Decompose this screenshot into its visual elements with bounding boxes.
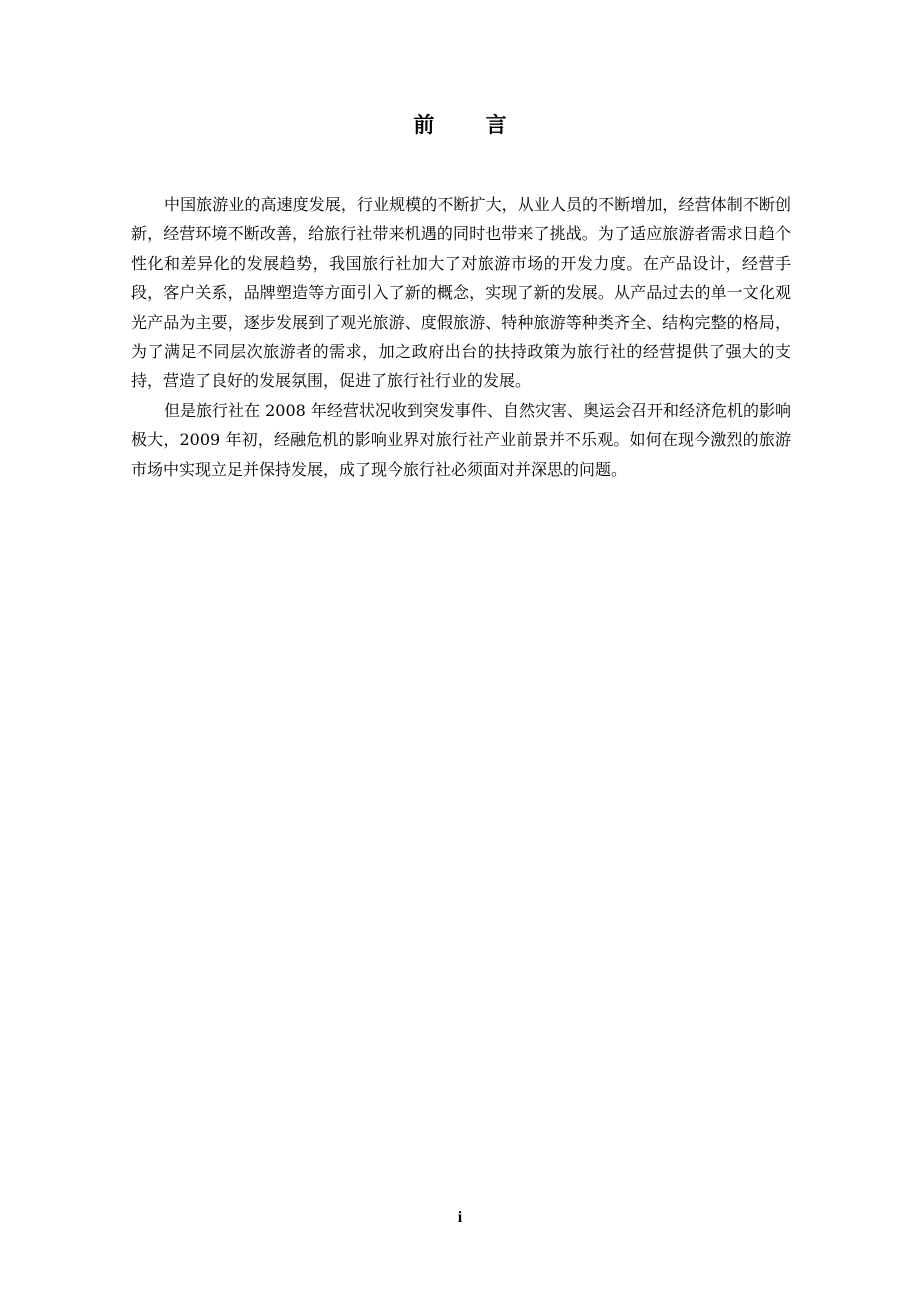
page-title: 前 言 [413, 113, 529, 137]
paragraph-2: 但是旅行社在 2008 年经营状况收到突发事件、自然灾害、奥运会召开和经济危机的影响极大，2009 年初，经融危机的影响业界对旅行社产业前景并不乐观。如何在现今激烈的旅游市场中实现立足并保持发展，成了现今旅行社必须面对并深思的问题。 [131, 400, 791, 479]
page-number: i [457, 1209, 463, 1226]
preface-body [131, 190, 791, 484]
paragraph-1: 中国旅游业的高速度发展，行业规模的不断扩大，从业人员的不断增加，经营体制不断创新，经营环境不断改善，给旅行社带来机遇的同时也带来了挑战。为了适应旅游者需求日趋个性化和差异化的发展趋势，我国旅行社加大了对旅游市场的开发力度。在产品设计，经营手段，客户关系，品牌塑造等方面引入了新的概念，实现了新的发展。从产品过去的单一文化观光产品为主要，逐步发展到了观光旅游、度假旅游、特种旅游等种类齐全、结构完整的格局，为了满足不同层次旅游者的需求，加之政府出台的扶持政策为旅行社的经营提供了强大的支持，营造了良好的发展氛围，促进了旅行社行业的发展。 [131, 195, 791, 391]
